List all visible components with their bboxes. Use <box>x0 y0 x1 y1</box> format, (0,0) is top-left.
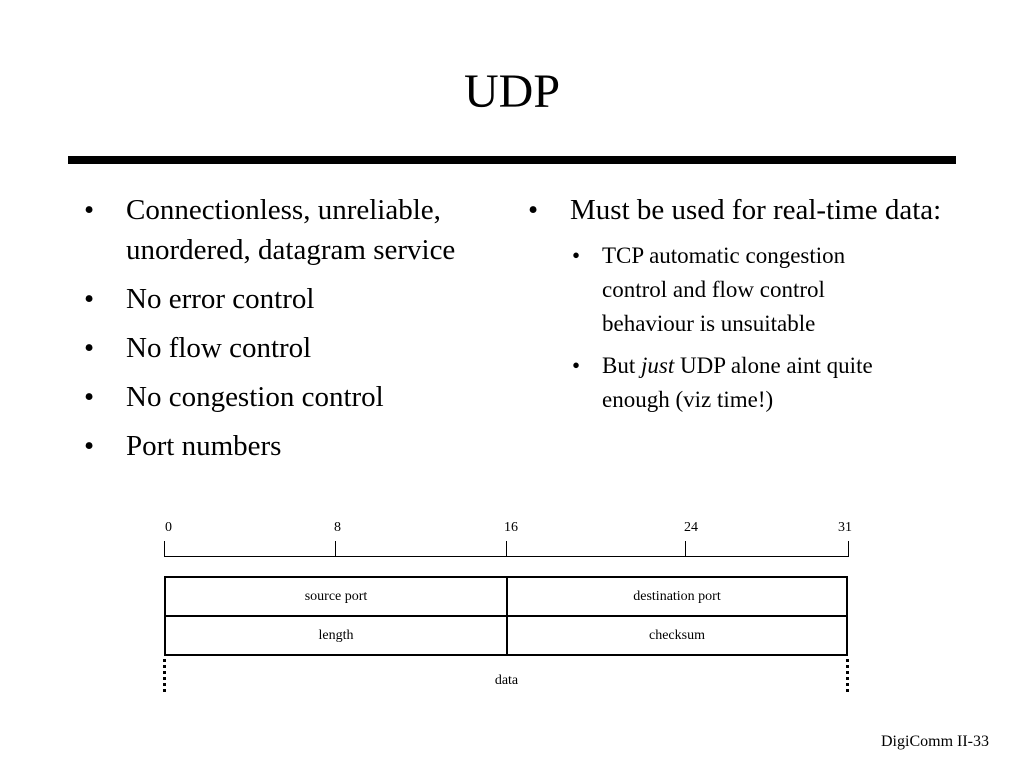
bit-label-0: 0 <box>165 520 172 535</box>
bullet-text: No congestion control <box>126 381 384 413</box>
right-bullet-list <box>528 190 968 230</box>
checksum-field <box>506 615 848 656</box>
sub-bullet-item <box>572 349 912 417</box>
bullet-text: No flow control <box>126 332 312 364</box>
slide-title: UDP <box>463 65 561 118</box>
bit-label-24: 24 <box>684 520 698 535</box>
bit-label-8: 8 <box>334 520 341 535</box>
bullet-marker: • <box>84 430 95 462</box>
bullet-text: Connectionless, unreliable, unordered, datagram service <box>126 194 456 266</box>
bullet-text: Must be used for real-time data: <box>570 194 942 226</box>
left-column <box>84 190 464 475</box>
length-label: length <box>318 628 354 643</box>
destination-port-label: destination port <box>633 589 721 604</box>
right-column <box>528 190 968 425</box>
ruler-tick <box>164 541 165 557</box>
bit-label-31: 31 <box>838 520 852 535</box>
bullet-item <box>84 377 464 417</box>
length-field <box>164 615 508 656</box>
bullet-item <box>528 190 968 230</box>
bullet-marker: • <box>84 332 95 364</box>
bit-label-16: 16 <box>504 520 518 535</box>
sub-bullet-item <box>572 239 912 341</box>
sub-bullet-text: TCP automatic congestion control and flow control behaviour is unsuitable <box>602 243 846 336</box>
bullet-item <box>84 426 464 466</box>
ruler-tick <box>506 541 507 557</box>
bullet-item <box>84 190 464 270</box>
bullet-marker: • <box>572 353 581 378</box>
checksum-label: checksum <box>649 628 705 643</box>
slide-footer: DigiComm II-33 <box>881 733 989 750</box>
ruler-tick <box>335 541 336 557</box>
bullet-marker: • <box>528 194 539 226</box>
destination-port-field <box>506 576 848 617</box>
bullet-text: Port numbers <box>126 430 282 462</box>
bullet-text: No error control <box>126 283 315 315</box>
sub-bullet-suffix: UDP alone aint quite enough (viz time!) <box>602 353 873 412</box>
title-divider <box>68 156 956 164</box>
bullet-marker: • <box>84 283 95 315</box>
ruler-tick <box>685 541 686 557</box>
data-field-label: data <box>494 673 519 688</box>
bullet-marker: • <box>84 381 95 413</box>
left-bullet-list <box>84 190 464 466</box>
sub-bullet-list <box>572 239 912 417</box>
bullet-item <box>84 328 464 368</box>
bullet-item <box>84 279 464 319</box>
ruler-tick <box>848 541 849 557</box>
bullet-marker: • <box>84 194 95 226</box>
source-port-label: source port <box>304 589 368 604</box>
bit-ruler <box>164 556 849 557</box>
sub-bullet-emphasis: just <box>640 353 675 378</box>
source-port-field <box>164 576 508 617</box>
sub-bullet-prefix: But <box>602 353 641 378</box>
bullet-marker: • <box>572 243 581 268</box>
